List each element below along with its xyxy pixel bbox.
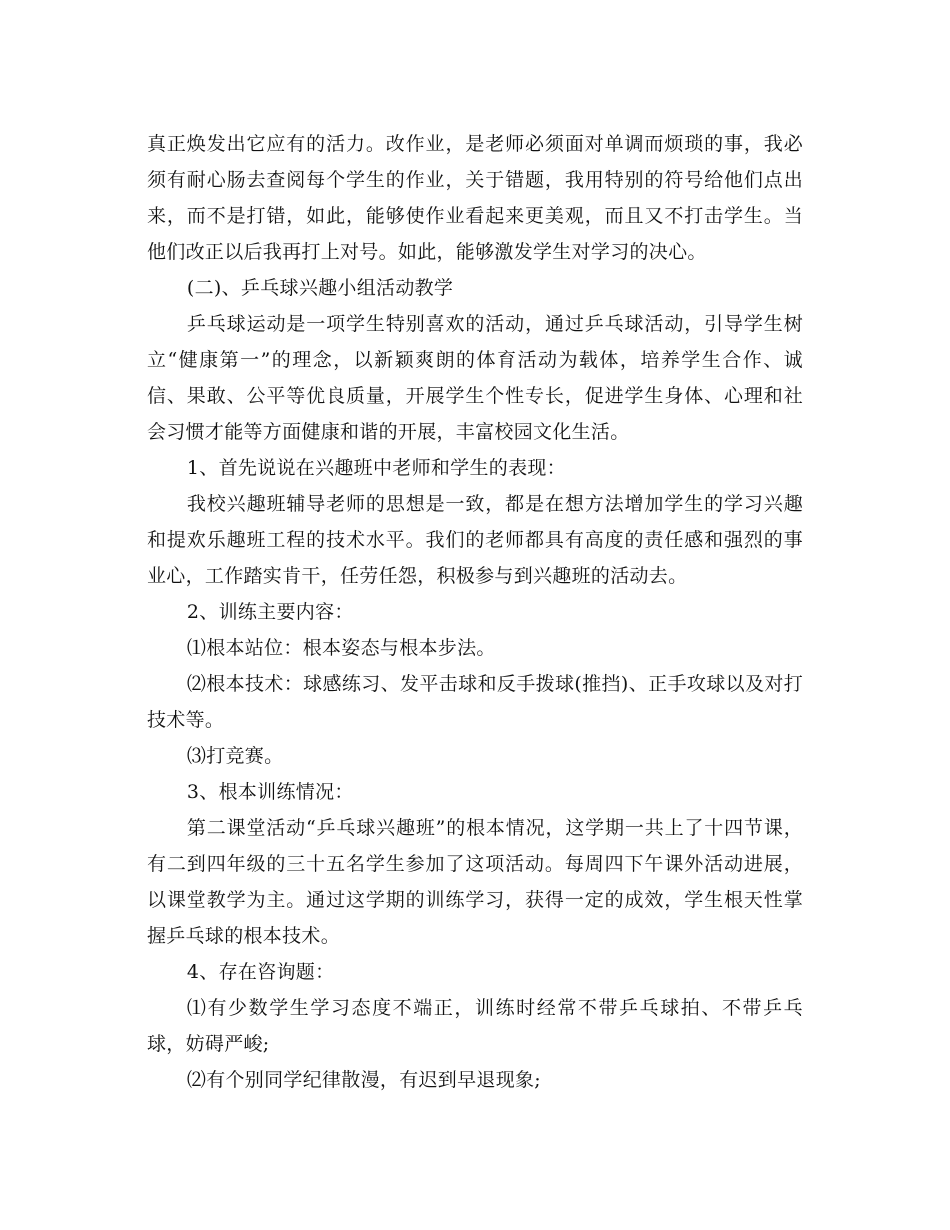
section-heading: (二)、乒乓球兴趣小组活动教学 xyxy=(186,277,454,299)
paragraph: 真正焕发出它应有的活力。改作业，是老师必须面对单调而烦琐的事，我必须有耐心肠去查阅每个学生的作业，关于错题，我用特别的符号给他们点出来，而不是打错，如此，能够使作业看起来更美观，而且又不打击学生。当他们改正以后我再打上对号。如此，能够激发学生对学习的决心。 xyxy=(147,133,803,263)
list-item: ⑴根本站位：根本姿态与根本步法。 xyxy=(186,637,496,659)
list-item: ⑴有少数学生学习态度不端正，训练时经常不带乒乓球拍、不带乒乓球，妨碍严峻; xyxy=(147,997,803,1055)
list-item: ⑵根本技术：球感练习、发平击球和反手拨球(推挡)、正手攻球以及对打技术等。 xyxy=(147,673,803,731)
document-body xyxy=(147,126,803,1098)
subsection-heading: 1、首先说说在兴趣班中老师和学生的表现： xyxy=(186,457,566,479)
subsection-heading: 2、训练主要内容： xyxy=(186,601,354,623)
subsection-heading: 3、根本训练情况： xyxy=(186,781,354,803)
list-item: ⑵有个别同学纪律散漫，有迟到早退现象; xyxy=(186,1069,541,1091)
paragraph: 第二课堂活动“乒乓球兴趣班”的根本情况，这学期一共上了十四节课，有二到四年级的三十五名学生参加了这项活动。每周四下午课外活动进展，以课堂教学为主。通过这学期的训练学习，获得一定的成效，学生根天性掌握乒乓球的根本技术。 xyxy=(147,817,803,947)
paragraph: 乒乓球运动是一项学生特别喜欢的活动，通过乒乓球活动，引导学生树立“健康第一”的理念，以新颖爽朗的体育活动为载体，培养学生合作、诚信、果敢、公平等优良质量，开展学生个性专长，促进学生身体、心理和社会习惯才能等方面健康和谐的开展，丰富校园文化生活。 xyxy=(147,313,803,443)
subsection-heading: 4、存在咨询题： xyxy=(186,961,335,983)
paragraph: 我校兴趣班辅导老师的思想是一致，都是在想方法增加学生的学习兴趣和提欢乐趣班工程的技术水平。我们的老师都具有高度的责任感和强烈的事业心，工作踏实肯干，任劳任怨，积极参与到兴趣班的活动去。 xyxy=(147,493,803,587)
list-item: ⑶打竞赛。 xyxy=(186,745,284,767)
